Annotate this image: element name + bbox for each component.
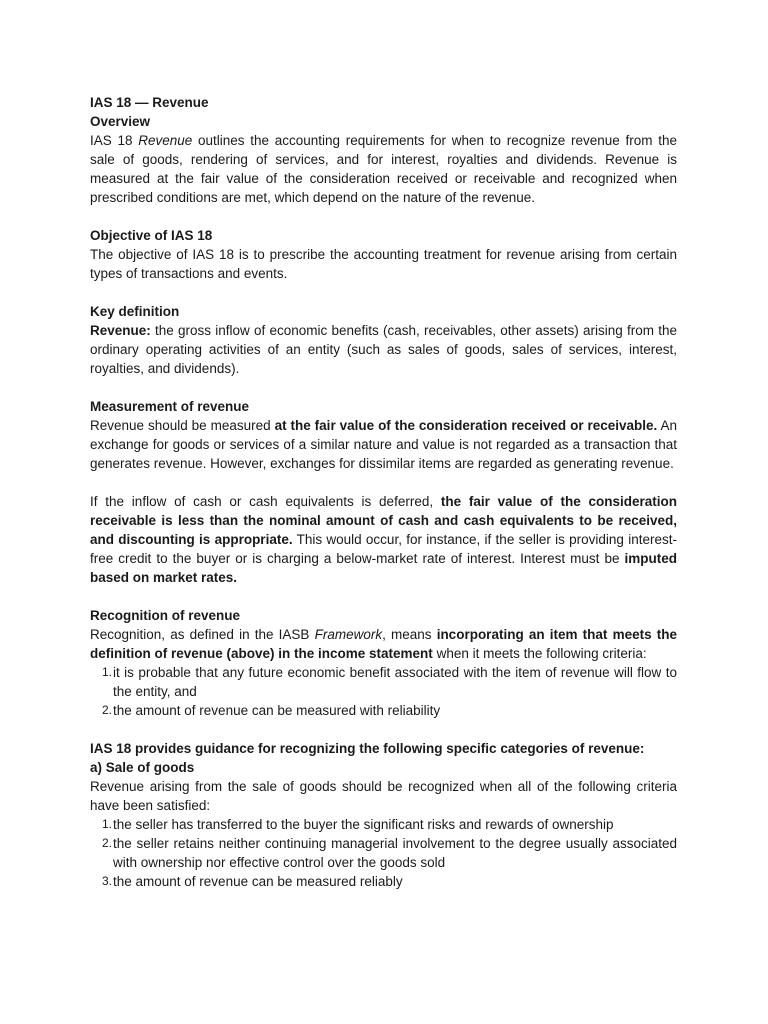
sale-of-goods-criteria-list [90, 815, 677, 891]
measurement-paragraph-2: If the inflow of cash or cash equivalents is deferred, the fair value of the consideration receivable is less than the nominal amount of cash and cash equivalents to be received, and discounting is appropriate. This would occur, for instance, if the seller is providing interest-free credit to the buyer or is charging a below-market rate of interest. Interest must be imputed based on market rates. [90, 494, 677, 585]
list-text: the seller has transferred to the buyer the significant risks and rewards of ownership [113, 817, 614, 832]
list-number: 1. [101, 817, 112, 831]
objective-heading: Objective of IAS 18 [90, 228, 213, 243]
list-number: 1. [101, 665, 112, 679]
list-text: the amount of revenue can be measured reliably [113, 874, 403, 889]
definition-heading: Key definition [90, 304, 180, 319]
list-item [90, 872, 677, 891]
overview-paragraph: IAS 18 Revenue outlines the accounting requirements for when to recognize revenue from the sale of goods, rendering of services, and for interest, royalties and dividends. Revenue is measured at the fair value of the consideration received or receivable and recognized when prescribed conditions are met, which depend on the nature of the revenue. [90, 133, 678, 205]
measurement-paragraph-1: Revenue should be measured at the fair value of the consideration received or receivable. An exchange for goods or services of a similar nature and value is not regarded as a transaction that generates revenue. However, exchanges for dissimilar items are regarded as generating revenue. [90, 418, 677, 471]
recognition-criteria-list [90, 663, 677, 720]
list-number: 2. [101, 836, 112, 850]
definition-paragraph: Revenue: the gross inflow of economic benefits (cash, receivables, other assets) arising from the ordinary operating activities of an entity (such as sales of goods, sales of services, interest, royalties, and dividends). [90, 323, 677, 376]
list-text: the seller retains neither continuing managerial involvement to the degree usually associated with ownership nor effective control over the goods sold [113, 836, 677, 870]
categories-heading: IAS 18 provides guidance for recognizing the following specific categories of revenue: [90, 741, 645, 756]
sale-of-goods-heading: a) Sale of goods [90, 760, 195, 775]
list-item [90, 701, 677, 720]
list-text: it is probable that any future economic benefit associated with the item of revenue will flow to the entity, and [113, 665, 677, 699]
document-title: IAS 18 — Revenue [90, 95, 209, 110]
sale-of-goods-intro: Revenue arising from the sale of goods should be recognized when all of the following criteria have been satisfied: [90, 779, 677, 813]
list-item [90, 815, 677, 834]
measurement-heading: Measurement of revenue [90, 399, 250, 414]
list-item [90, 834, 677, 872]
recognition-heading: Recognition of revenue [90, 608, 241, 623]
overview-heading: Overview [90, 114, 151, 129]
list-item [90, 663, 677, 701]
list-number: 3. [101, 874, 112, 888]
recognition-paragraph: Recognition, as defined in the IASB Framework, means incorporating an item that meets the definition of revenue (above) in the income statement when it meets the following criteria: [90, 627, 677, 661]
list-number: 2. [101, 703, 112, 717]
objective-paragraph: The objective of IAS 18 is to prescribe the accounting treatment for revenue arising from certain types of transactions and events. [90, 247, 677, 281]
document-page [90, 93, 677, 891]
list-text: the amount of revenue can be measured with reliability [113, 703, 441, 718]
